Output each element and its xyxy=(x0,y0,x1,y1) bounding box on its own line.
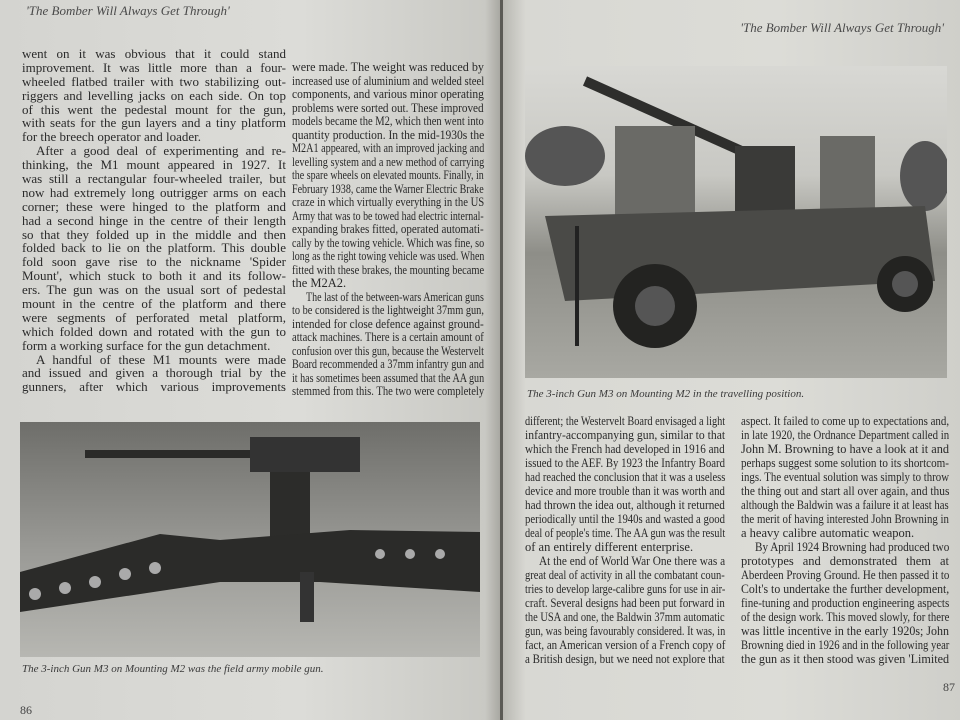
text-line-row xyxy=(292,358,484,372)
text-line-row xyxy=(292,183,484,197)
text-line-row xyxy=(525,512,725,526)
text-line-row xyxy=(741,498,949,512)
text-line-row xyxy=(22,61,286,75)
text-line: mount in the centre of the platform and there xyxy=(22,296,286,312)
text-line: for the breech operator and loader. xyxy=(22,129,202,145)
text-line-row xyxy=(22,116,286,130)
text-line: The last of the between-wars American guns xyxy=(306,289,484,304)
text-line-row xyxy=(525,540,725,554)
text-line: in late 1920, the Ordnance Department called in xyxy=(741,428,950,442)
text-line-row xyxy=(292,88,484,102)
text-line: Aberdeen Proving Ground. He then passed it to xyxy=(741,568,950,582)
text-line-row xyxy=(22,214,286,228)
text-line: infantry-accompanying gun, similar to that xyxy=(525,428,726,442)
text-line: with seats for the gun layers and a tiny platform xyxy=(22,115,286,131)
text-line: increased use of aluminium and welded steel xyxy=(292,73,485,88)
text-line: riggers and levelling jacks on each side. On top xyxy=(22,87,286,103)
text-line: and issued and given a thorough trial by the xyxy=(22,365,286,381)
text-line-row xyxy=(525,484,725,498)
text-line-row xyxy=(525,596,725,610)
text-line-row xyxy=(292,115,484,129)
text-line: so that they folded up in the middle and then xyxy=(22,226,286,242)
text-line-row xyxy=(292,210,484,224)
text-line: device and more trouble than it was worth and xyxy=(525,484,725,498)
text-line-row xyxy=(741,526,949,540)
text-line-row xyxy=(741,414,949,428)
text-line-row xyxy=(22,228,286,242)
text-line: of an entirely different enterprise. xyxy=(525,540,694,554)
text-line-row xyxy=(525,526,725,540)
text-line-row xyxy=(292,250,484,264)
text-line: Colt's to undertake the further development, xyxy=(741,582,950,596)
text-line: had reached the conclusion that it was a useless xyxy=(525,470,726,484)
text-line: had a second hinge in the centre of their length xyxy=(22,212,286,228)
text-line: Army that was to be towed had electric internal- xyxy=(292,208,484,223)
text-line-row xyxy=(525,638,725,652)
text-line-row xyxy=(741,596,949,610)
text-line-row xyxy=(22,380,286,394)
text-line-row xyxy=(741,652,949,666)
text-line: a heavy calibre automatic weapon. xyxy=(741,526,915,540)
text-line: improvement. It was little more than a four- xyxy=(22,59,286,75)
text-line: quantity production. In the mid-1930s the xyxy=(292,127,485,142)
text-line: gun, was being favourably considered. It was, in xyxy=(525,624,726,638)
text-line: stemmed from this. The two were completely xyxy=(292,384,485,398)
text-line: deal of people's time. The AA gun was the result xyxy=(525,526,726,540)
text-line: great deal of activity in all the combatant coun- xyxy=(525,568,725,582)
text-line: had thrown the idea out, although it returned xyxy=(525,498,725,512)
text-line-row xyxy=(22,297,286,311)
text-column xyxy=(22,47,286,394)
right-page xyxy=(503,0,960,720)
text-line-row xyxy=(22,89,286,103)
text-line: M2A1 appeared, with an improved jacking and xyxy=(292,141,485,155)
text-line-row xyxy=(525,414,725,428)
text-line-row xyxy=(525,568,725,582)
text-line-row xyxy=(525,428,725,442)
text-line: gunners, after which various improvements xyxy=(22,379,286,395)
text-line-row xyxy=(525,442,725,456)
text-line: was still a rectangular four-wheeled trailer, but xyxy=(22,171,286,187)
text-line: fact, an American version of a French copy of xyxy=(525,638,726,652)
text-line-row xyxy=(22,75,286,89)
text-line-row xyxy=(22,103,286,117)
text-line: wheeled flatbed trailer with two stabilizing out- xyxy=(22,73,286,89)
text-line-row xyxy=(741,554,949,568)
text-line: the M2A2. xyxy=(292,276,347,290)
text-line: the merit of having interested John Browning in xyxy=(741,512,949,526)
text-line: craft. Several designs had been put forward in xyxy=(525,596,725,610)
text-line: Mount', which stuck to both it and its follow- xyxy=(22,268,286,284)
text-line: ings. The eventual solution was simply to throw xyxy=(741,470,950,484)
photo-gun-on-mounting xyxy=(20,422,480,657)
text-line-row xyxy=(22,186,286,200)
text-line: A handful of these M1 mounts were made xyxy=(36,351,286,367)
text-line: perhaps suggest some solution to its shortcom- xyxy=(741,456,950,470)
text-line-row xyxy=(741,540,949,554)
text-line: were made. The weight was reduced by xyxy=(292,60,484,74)
text-line-row xyxy=(292,291,484,305)
text-line: although the Baldwin was a failure it at least has xyxy=(741,498,949,512)
text-line: fold soon gave rise to the nickname 'Spider xyxy=(22,254,286,270)
text-line-row xyxy=(292,75,484,89)
text-line: the gun as it then stood was given 'Limited xyxy=(741,652,950,666)
text-line: form a working surface for the gun detachment. xyxy=(22,337,271,353)
text-line-row xyxy=(22,130,286,144)
text-line-row xyxy=(292,223,484,237)
text-line: aspect. It failed to come up to expectations and, xyxy=(741,414,950,428)
text-line: it has sometimes been assumed that the AA gun xyxy=(292,370,485,385)
text-line: John M. Browning to have a look at it and xyxy=(741,442,950,456)
text-line-row xyxy=(741,512,949,526)
text-line-row xyxy=(22,311,286,325)
text-line-row xyxy=(22,241,286,255)
text-line-row xyxy=(292,142,484,156)
text-line: At the end of World War One there was a xyxy=(539,554,726,568)
text-line-row xyxy=(741,582,949,596)
text-line: prototypes and demonstrated them at xyxy=(741,554,949,568)
text-line-row xyxy=(741,428,949,442)
text-line-row xyxy=(525,624,725,638)
text-line: Board recommended a 37mm infantry gun and xyxy=(292,357,484,371)
text-line: By April 1924 Browning had produced two xyxy=(755,540,950,554)
text-line: were segments of perforated metal platform, xyxy=(22,309,286,325)
text-line-row xyxy=(22,325,286,339)
text-line: levelling system and a new method of carrying xyxy=(292,154,485,169)
photo-caption: The 3-inch Gun M3 on Mounting M2 was the field army mobile gun. xyxy=(22,663,324,675)
text-line-row xyxy=(741,638,949,652)
text-line: components, and various minor operating xyxy=(292,87,484,101)
text-line: problems were sorted out. These improved xyxy=(292,100,484,115)
text-line-row xyxy=(292,61,484,75)
text-line: long as the right towing vehicle was used. When xyxy=(292,249,485,263)
text-line-row xyxy=(292,129,484,143)
text-line: a British design, but we need not explore that xyxy=(525,652,725,666)
text-line: confusion over this gun, because the Westervelt xyxy=(292,343,484,358)
text-line-row xyxy=(292,304,484,318)
text-line-row xyxy=(22,353,286,367)
text-line: folded back to lie on the platform. This double xyxy=(22,240,286,256)
text-line-row xyxy=(525,652,725,666)
text-line: fine-tuning and production engineering aspects xyxy=(741,596,950,610)
text-line-row xyxy=(741,610,949,624)
text-column xyxy=(741,414,949,666)
text-line: thinking, the M1 mount appeared in 1927. It xyxy=(22,157,286,173)
text-line-row xyxy=(525,610,725,624)
text-line-row xyxy=(292,196,484,210)
text-line-row xyxy=(22,269,286,283)
text-line: which the French had developed in 1916 and xyxy=(525,442,725,456)
text-line-row xyxy=(741,484,949,498)
text-line-row xyxy=(292,156,484,170)
text-line-row xyxy=(22,47,286,61)
text-line-row xyxy=(292,345,484,359)
text-column xyxy=(292,61,484,399)
text-line-row xyxy=(22,255,286,269)
text-line-row xyxy=(292,264,484,278)
text-line-row xyxy=(22,200,286,214)
text-line-row xyxy=(525,554,725,568)
running-head: 'The Bomber Will Always Get Through' xyxy=(740,20,944,35)
text-line: to be considered is the lightweight 37mm gun, xyxy=(292,303,484,317)
text-line: models became the M2, which then went into xyxy=(292,114,484,128)
text-line-row xyxy=(22,366,286,380)
running-head: 'The Bomber Will Always Get Through' xyxy=(26,3,230,18)
text-line-row xyxy=(292,277,484,291)
text-line: cally by the towing vehicle. Which was fine, so xyxy=(292,235,485,250)
text-line-row xyxy=(292,102,484,116)
text-line: tries to develop large-calibre guns for use in air- xyxy=(525,582,726,596)
text-line: fitted with these brakes, the mounting became xyxy=(292,262,485,277)
text-line-row xyxy=(741,624,949,638)
text-line-row xyxy=(22,172,286,186)
text-column xyxy=(525,414,725,666)
text-line: now had extremely long outrigger arms on each xyxy=(22,184,286,200)
text-line: the spare wheels on elevated mounts. Finally, in xyxy=(292,168,484,182)
photo-gun-travelling-position xyxy=(525,66,947,378)
text-line-row xyxy=(22,158,286,172)
text-line: attack machines. There is a certain amount of xyxy=(292,330,484,344)
text-line-row xyxy=(525,470,725,484)
text-line-row xyxy=(741,470,949,484)
text-line-row xyxy=(292,237,484,251)
text-line: intended for close defence against ground- xyxy=(292,316,484,331)
text-line: was little incentive in the early 1920s; John xyxy=(741,624,949,638)
text-line: After a good deal of experimenting and re- xyxy=(36,143,286,159)
text-line-row xyxy=(22,283,286,297)
text-line-row xyxy=(292,331,484,345)
text-line: the thing out and start all over again, and thus xyxy=(741,484,950,498)
text-line: issued to the AEF. By 1923 the Infantry Board xyxy=(525,456,725,470)
text-line-row xyxy=(292,372,484,386)
text-line: ers. The gun was on the usual sort of pedestal xyxy=(22,282,286,298)
text-line-row xyxy=(741,456,949,470)
text-line: of this went the pedestal mount for the gun, xyxy=(22,101,286,117)
text-line-row xyxy=(741,568,949,582)
text-line-row xyxy=(22,339,286,353)
text-line-row xyxy=(525,582,725,596)
gun-truck-image xyxy=(525,66,947,378)
text-line-row xyxy=(525,456,725,470)
text-line: Browning died in 1926 and in the following year xyxy=(741,638,950,652)
text-line: the USA and one, the Baldwin 37mm automatic xyxy=(525,610,725,624)
page-number: 86 xyxy=(20,703,32,717)
text-line-row xyxy=(292,385,484,399)
photo-caption: The 3-inch Gun M3 on Mounting M2 in the travelling position. xyxy=(527,388,805,400)
text-line: periodically until the 1940s and wasted a good xyxy=(525,512,725,526)
gun-silhouette-image xyxy=(20,422,480,657)
text-line: different; the Westervelt Board envisaged a light xyxy=(525,414,726,428)
text-line: went on it was obvious that it could stand xyxy=(22,46,286,61)
text-line-row xyxy=(525,498,725,512)
text-line-row xyxy=(22,144,286,158)
text-line-row xyxy=(741,442,949,456)
page-number: 87 xyxy=(943,680,955,694)
text-line-row xyxy=(292,318,484,332)
text-line-row xyxy=(292,169,484,183)
text-line: corner; these were hinged to the platform and xyxy=(22,198,286,214)
text-line: of the design work. This moved slowly, for there xyxy=(741,610,950,624)
text-line: which folded down and rotated with the gun to xyxy=(22,323,286,339)
text-line: craze in which virtually everything in the US xyxy=(292,195,485,209)
text-line: February 1938, came the Warner Electric Brake xyxy=(292,181,484,196)
text-line: expanding brakes fitted, operated automati- xyxy=(292,222,484,236)
